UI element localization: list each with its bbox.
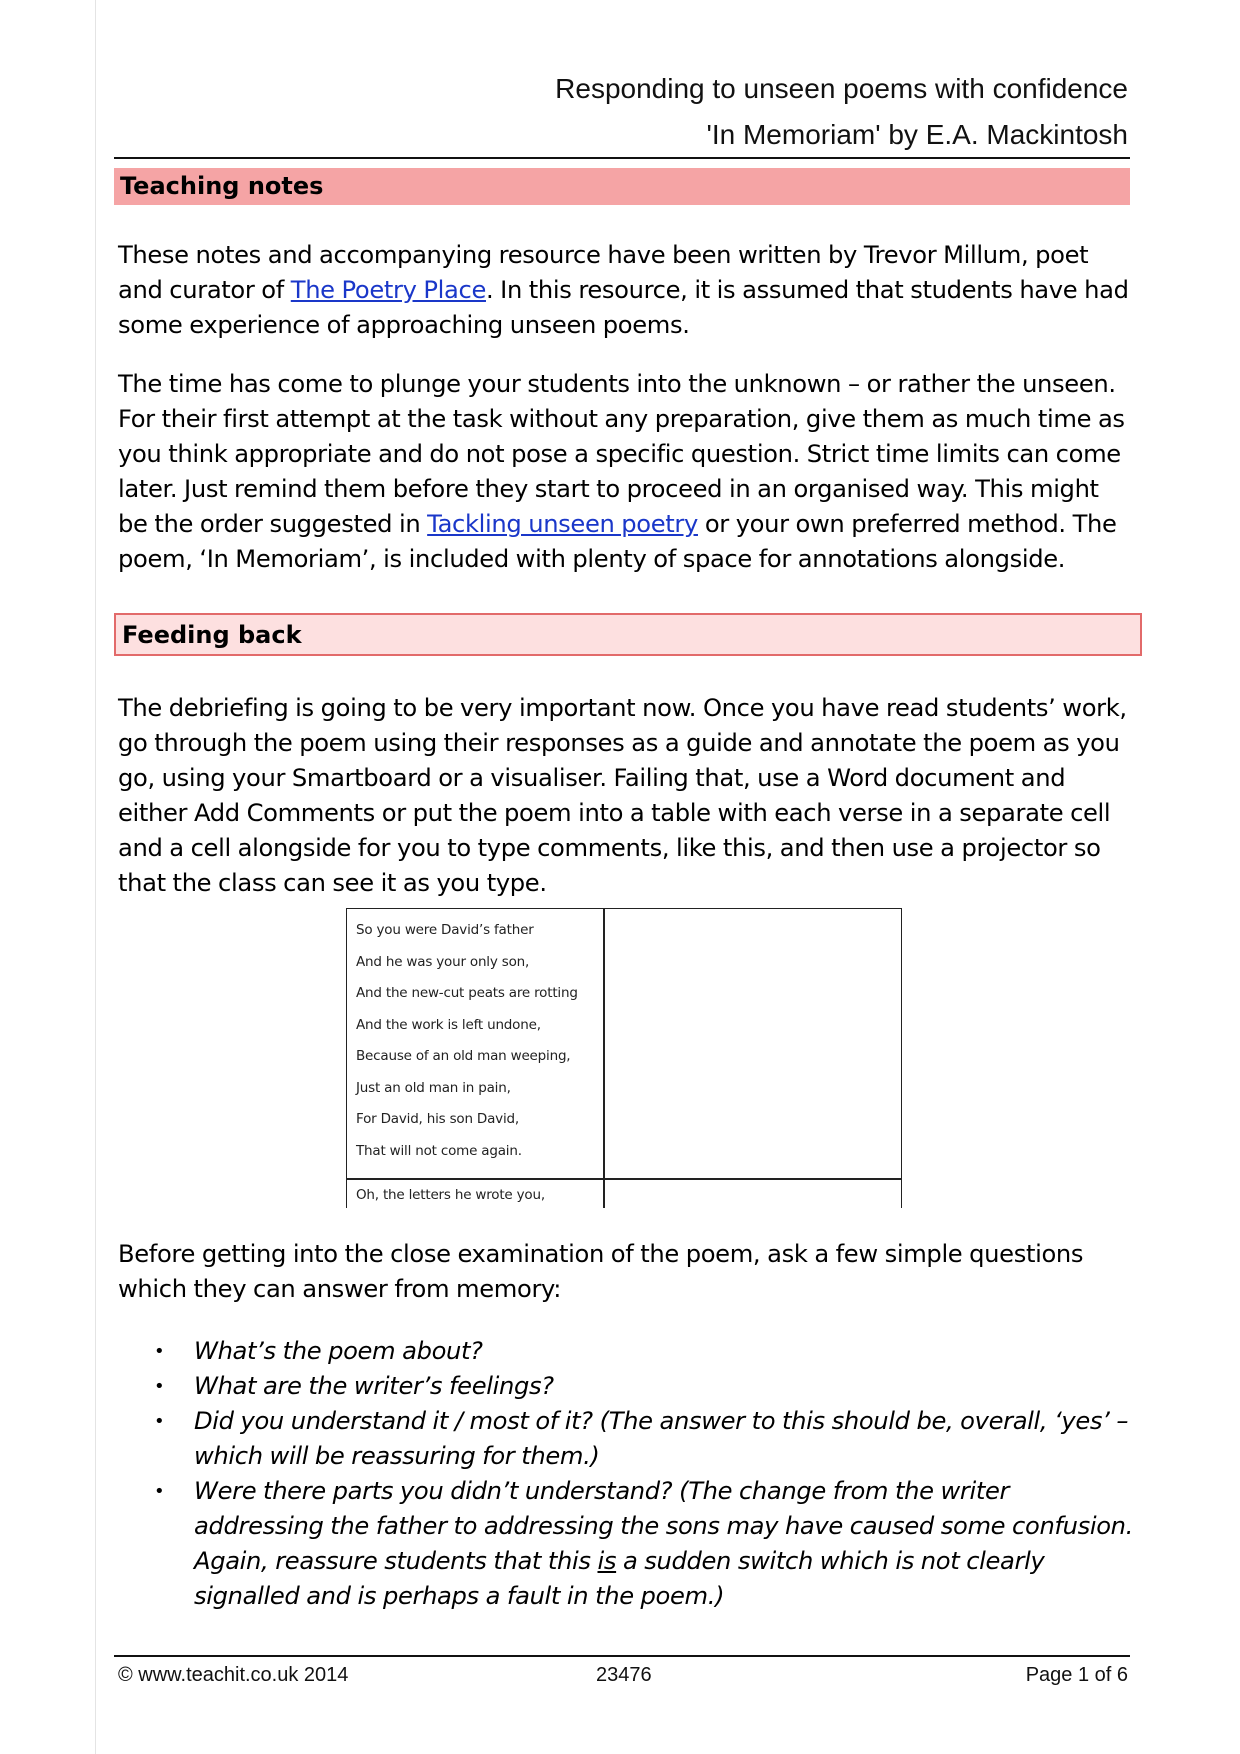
poem-line: That will not come again. xyxy=(356,1142,522,1159)
poem-verse-cell xyxy=(356,915,578,1167)
poem-annotation-table xyxy=(346,908,902,1208)
document-title: Responding to unseen poems with confidence xyxy=(555,73,1128,104)
questions-intro-paragraph: Before getting into the close examination of the poem, ask a few simple questions which they can answer from memory: xyxy=(118,1240,1084,1303)
table-row-divider xyxy=(347,1178,902,1180)
poem-line: And he was your only son, xyxy=(356,953,530,970)
intro-text-b: . In this resource, it is assumed that students have had some experience of approaching unseen poems. xyxy=(118,276,1129,339)
list-item xyxy=(150,1334,1140,1369)
bullet: • xyxy=(154,1341,165,1362)
poem-line: And the new-cut peats are rotting xyxy=(356,985,578,1001)
poem-line: Just an old man in pain, xyxy=(356,1079,511,1096)
list-item xyxy=(150,1474,1140,1614)
document-subtitle: 'In Memoriam' by E.A. Mackintosh xyxy=(706,119,1128,150)
method-text-a: The time has come to plunge your students into the unknown – or rather the unseen. For their first attempt at the task without any preparation, give them as much time as you think appropriate and do not pose a specific question. Strict time limits can come later. Just remind them before they start to proceed in an organised way. This might be the order suggested in xyxy=(118,370,1125,538)
bullet: • xyxy=(154,1376,165,1397)
poem-line: And the work is left undone, xyxy=(356,1016,541,1033)
section-heading-feeding-back: Feeding back xyxy=(114,613,1142,656)
question-text-b: a sudden switch which is not clearly signalled and is perhaps a fault in the poem.) xyxy=(194,1547,1045,1610)
question-text: What are the writer’s feelings? xyxy=(194,1372,554,1400)
bullet: • xyxy=(154,1481,165,1502)
list-item xyxy=(150,1369,1140,1404)
page-edge xyxy=(95,0,96,1754)
intro-text-a: These notes and accompanying resource have been written by Trevor Millum, poet and curator of xyxy=(118,241,1089,304)
poem-next-verse-line: Oh, the letters he wrote you, xyxy=(356,1187,545,1203)
table-column-divider xyxy=(603,909,605,1208)
method-paragraph xyxy=(118,367,1130,577)
question-text-a: Were there parts you didn’t understand? (The change from the writer addressing the father to addressing the sons may have caused some confusion. Again, reassure students that this xyxy=(194,1477,1133,1575)
emphasis-is: is xyxy=(597,1547,617,1575)
footer-resource-code: 23476 xyxy=(596,1664,652,1686)
question-text: Did you understand it / most of it? (The answer to this should be, overall, ‘yes’ – which will be reassuring for them.) xyxy=(194,1407,1129,1470)
intro-paragraph xyxy=(118,238,1130,343)
footer-copyright: © www.teachit.co.uk 2014 xyxy=(118,1664,349,1686)
method-text-b: or your own preferred method. The poem, ‘In Memoriam’, is included with plenty of space for annotations alongside. xyxy=(118,510,1117,573)
section-heading-teaching-notes: Teaching notes xyxy=(114,168,1130,205)
footer-page-number: Page 1 of 6 xyxy=(1025,1664,1128,1686)
poem-line: For David, his son David, xyxy=(356,1111,519,1127)
poetry-place-link[interactable]: The Poetry Place xyxy=(290,276,486,304)
list-item xyxy=(150,1404,1140,1474)
questions-list xyxy=(150,1334,1140,1614)
header-rule xyxy=(114,157,1130,159)
poem-line: So you were David’s father xyxy=(356,922,534,938)
tackling-unseen-poetry-link[interactable]: Tackling unseen poetry xyxy=(427,510,698,538)
question-text: What’s the poem about? xyxy=(194,1337,483,1365)
poem-line: Because of an old man weeping, xyxy=(356,1048,571,1064)
debriefing-paragraph: The debriefing is going to be very important now. Once you have read students’ work, go through the poem using their responses as a guide and annotate the poem as you go, using your Smartboard or a visualiser. Failing that, use a Word document and either Add Comments or put the poem into a table with each verse in a separate cell and a cell alongside for you to type comments, like this, and then use a projector so that the class can see it as you type. xyxy=(118,694,1127,897)
bullet: • xyxy=(154,1411,165,1432)
footer-rule xyxy=(114,1655,1130,1657)
